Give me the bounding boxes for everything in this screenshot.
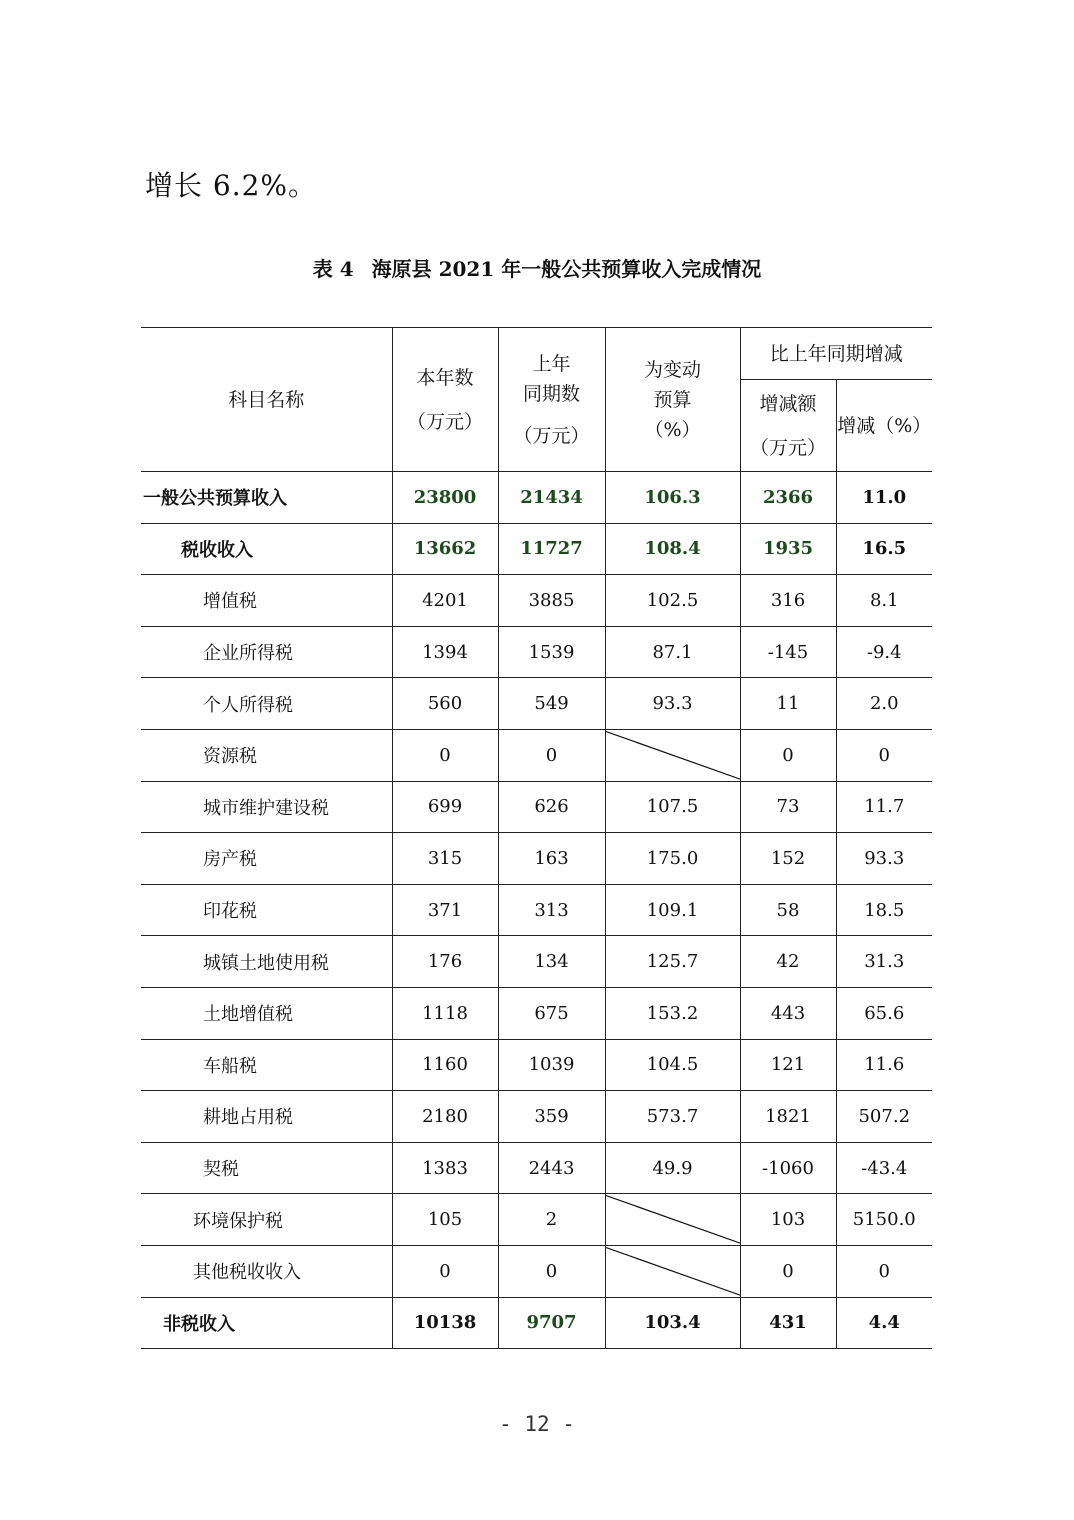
row-name: 非税收入 — [141, 1297, 392, 1349]
page-number: - 12 - — [499, 1412, 575, 1436]
table-row — [141, 936, 932, 988]
diagonal-slash — [606, 1246, 740, 1297]
cell-change-pct: 11.6 — [836, 1039, 932, 1091]
row-name: 城市维护建设税 — [141, 781, 392, 833]
header-ratio — [605, 328, 740, 472]
row-name: 契税 — [141, 1142, 392, 1194]
cell-change-pct: 11.7 — [836, 781, 932, 833]
header-ratio-unit: （%） — [644, 418, 701, 441]
cell-current: 23800 — [392, 472, 498, 524]
cell-change-pct: 11.0 — [836, 472, 932, 524]
header-change-amount-title: 增减额 — [759, 392, 817, 415]
diagonal-slash — [606, 730, 740, 781]
cell-change-pct: 0 — [836, 729, 932, 781]
header-ratio-title-1: 为变动 — [643, 358, 701, 381]
header-ratio-title-2: 预算 — [653, 388, 692, 411]
row-name: 环境保护税 — [141, 1194, 392, 1246]
cell-prior: 2 — [498, 1194, 605, 1246]
cell-prior: 1039 — [498, 1039, 605, 1091]
cell-current: 1383 — [392, 1142, 498, 1194]
header-current-title: 本年数 — [416, 366, 474, 389]
row-name: 土地增值税 — [141, 987, 392, 1039]
cell-ratio: 93.3 — [605, 678, 740, 730]
table-label: 表 4 — [312, 257, 354, 281]
cell-ratio: 108.4 — [605, 523, 740, 575]
cell-change-pct: -43.4 — [836, 1142, 932, 1194]
cell-change-pct: 93.3 — [836, 833, 932, 885]
cell-current: 0 — [392, 729, 498, 781]
table-row — [141, 1039, 932, 1091]
table-caption — [0, 253, 1074, 282]
table-row — [141, 781, 932, 833]
cell-prior: 11727 — [498, 523, 605, 575]
table-row — [141, 884, 932, 936]
header-current — [392, 328, 498, 472]
cell-change-pct: 18.5 — [836, 884, 932, 936]
table-row — [141, 1194, 932, 1246]
cell-current: 4201 — [392, 575, 498, 627]
cell-change-amount: 121 — [740, 1039, 836, 1091]
row-name: 房产税 — [141, 833, 392, 885]
cell-prior: 134 — [498, 936, 605, 988]
header-change-pct: 增减（%） — [836, 380, 932, 472]
cell-change-amount: 1935 — [740, 523, 836, 575]
row-name: 资源税 — [141, 729, 392, 781]
budget-revenue-table — [141, 327, 932, 1349]
cell-prior: 359 — [498, 1091, 605, 1143]
table-row — [141, 575, 932, 627]
cell-ratio: 103.4 — [605, 1297, 740, 1349]
table-row — [141, 678, 932, 730]
cell-change-amount: 2366 — [740, 472, 836, 524]
header-change-amount — [740, 380, 836, 472]
table-row — [141, 987, 932, 1039]
cell-change-amount: 42 — [740, 936, 836, 988]
cell-current: 13662 — [392, 523, 498, 575]
header-prior-title-1: 上年 — [532, 352, 571, 375]
cell-current: 315 — [392, 833, 498, 885]
row-name: 车船税 — [141, 1039, 392, 1091]
table-row — [141, 523, 932, 575]
cell-change-amount: -145 — [740, 626, 836, 678]
table-row — [141, 833, 932, 885]
cell-change-amount: 0 — [740, 1245, 836, 1297]
row-name: 印花税 — [141, 884, 392, 936]
cell-current: 176 — [392, 936, 498, 988]
header-prior-title-2: 同期数 — [522, 382, 580, 405]
cell-change-pct: 8.1 — [836, 575, 932, 627]
cell-change-amount: 73 — [740, 781, 836, 833]
cell-current: 560 — [392, 678, 498, 730]
row-name: 税收收入 — [141, 523, 392, 575]
cell-current: 699 — [392, 781, 498, 833]
cell-ratio: 106.3 — [605, 472, 740, 524]
cell-ratio-blank — [605, 1245, 740, 1297]
row-name: 其他税收收入 — [141, 1245, 392, 1297]
table-row — [141, 626, 932, 678]
cell-prior: 2443 — [498, 1142, 605, 1194]
table-row — [141, 1142, 932, 1194]
header-prior-unit: （万元） — [513, 424, 590, 447]
cell-ratio-blank — [605, 1194, 740, 1246]
cell-current: 2180 — [392, 1091, 498, 1143]
cell-change-pct: -9.4 — [836, 626, 932, 678]
cell-prior: 0 — [498, 1245, 605, 1297]
cell-prior: 21434 — [498, 472, 605, 524]
cell-change-amount: 103 — [740, 1194, 836, 1246]
cell-change-pct: 0 — [836, 1245, 932, 1297]
cell-change-amount: 11 — [740, 678, 836, 730]
cell-change-pct: 4.4 — [836, 1297, 932, 1349]
table-title: 海原县 2021 年一般公共预算收入完成情况 — [371, 257, 762, 281]
cell-ratio: 102.5 — [605, 575, 740, 627]
cell-ratio: 87.1 — [605, 626, 740, 678]
cell-change-amount: -1060 — [740, 1142, 836, 1194]
cell-prior: 675 — [498, 987, 605, 1039]
cell-change-amount: 152 — [740, 833, 836, 885]
cell-ratio: 107.5 — [605, 781, 740, 833]
cell-change-pct: 5150.0 — [836, 1194, 932, 1246]
cell-prior: 549 — [498, 678, 605, 730]
header-prior — [498, 328, 605, 472]
cell-prior: 3885 — [498, 575, 605, 627]
cell-ratio: 175.0 — [605, 833, 740, 885]
cell-ratio: 125.7 — [605, 936, 740, 988]
cell-prior: 0 — [498, 729, 605, 781]
header-name: 科目名称 — [141, 328, 392, 472]
cell-change-pct: 31.3 — [836, 936, 932, 988]
table-row — [141, 1091, 932, 1143]
cell-current: 105 — [392, 1194, 498, 1246]
cell-prior: 313 — [498, 884, 605, 936]
row-name: 城镇土地使用税 — [141, 936, 392, 988]
cell-current: 1118 — [392, 987, 498, 1039]
table-row — [141, 1245, 932, 1297]
cell-current: 10138 — [392, 1297, 498, 1349]
diagonal-slash — [606, 1194, 740, 1245]
cell-ratio: 109.1 — [605, 884, 740, 936]
cell-current: 1394 — [392, 626, 498, 678]
cell-prior: 626 — [498, 781, 605, 833]
table-row — [141, 472, 932, 524]
header-change-group: 比上年同期增减 — [740, 328, 932, 380]
row-name: 一般公共预算收入 — [141, 472, 392, 524]
header-current-unit: （万元） — [406, 410, 483, 433]
cell-current: 371 — [392, 884, 498, 936]
cell-change-amount: 58 — [740, 884, 836, 936]
row-name: 个人所得税 — [141, 678, 392, 730]
cell-change-pct: 16.5 — [836, 523, 932, 575]
cell-change-amount: 0 — [740, 729, 836, 781]
intro-text: 增长 6.2%。 — [145, 169, 318, 202]
cell-change-pct: 2.0 — [836, 678, 932, 730]
cell-change-amount: 443 — [740, 987, 836, 1039]
row-name: 企业所得税 — [141, 626, 392, 678]
cell-ratio: 153.2 — [605, 987, 740, 1039]
cell-ratio: 104.5 — [605, 1039, 740, 1091]
table-row — [141, 1297, 932, 1349]
cell-prior: 1539 — [498, 626, 605, 678]
cell-change-pct: 65.6 — [836, 987, 932, 1039]
cell-prior: 163 — [498, 833, 605, 885]
row-name: 增值税 — [141, 575, 392, 627]
header-change-amount-unit: （万元） — [749, 436, 826, 459]
cell-current: 1160 — [392, 1039, 498, 1091]
table-row — [141, 729, 932, 781]
cell-ratio: 49.9 — [605, 1142, 740, 1194]
cell-prior: 9707 — [498, 1297, 605, 1349]
cell-change-amount: 316 — [740, 575, 836, 627]
cell-current: 0 — [392, 1245, 498, 1297]
row-name: 耕地占用税 — [141, 1091, 392, 1143]
cell-change-amount: 1821 — [740, 1091, 836, 1143]
cell-ratio-blank — [605, 729, 740, 781]
cell-ratio: 573.7 — [605, 1091, 740, 1143]
cell-change-pct: 507.2 — [836, 1091, 932, 1143]
cell-change-amount: 431 — [740, 1297, 836, 1349]
